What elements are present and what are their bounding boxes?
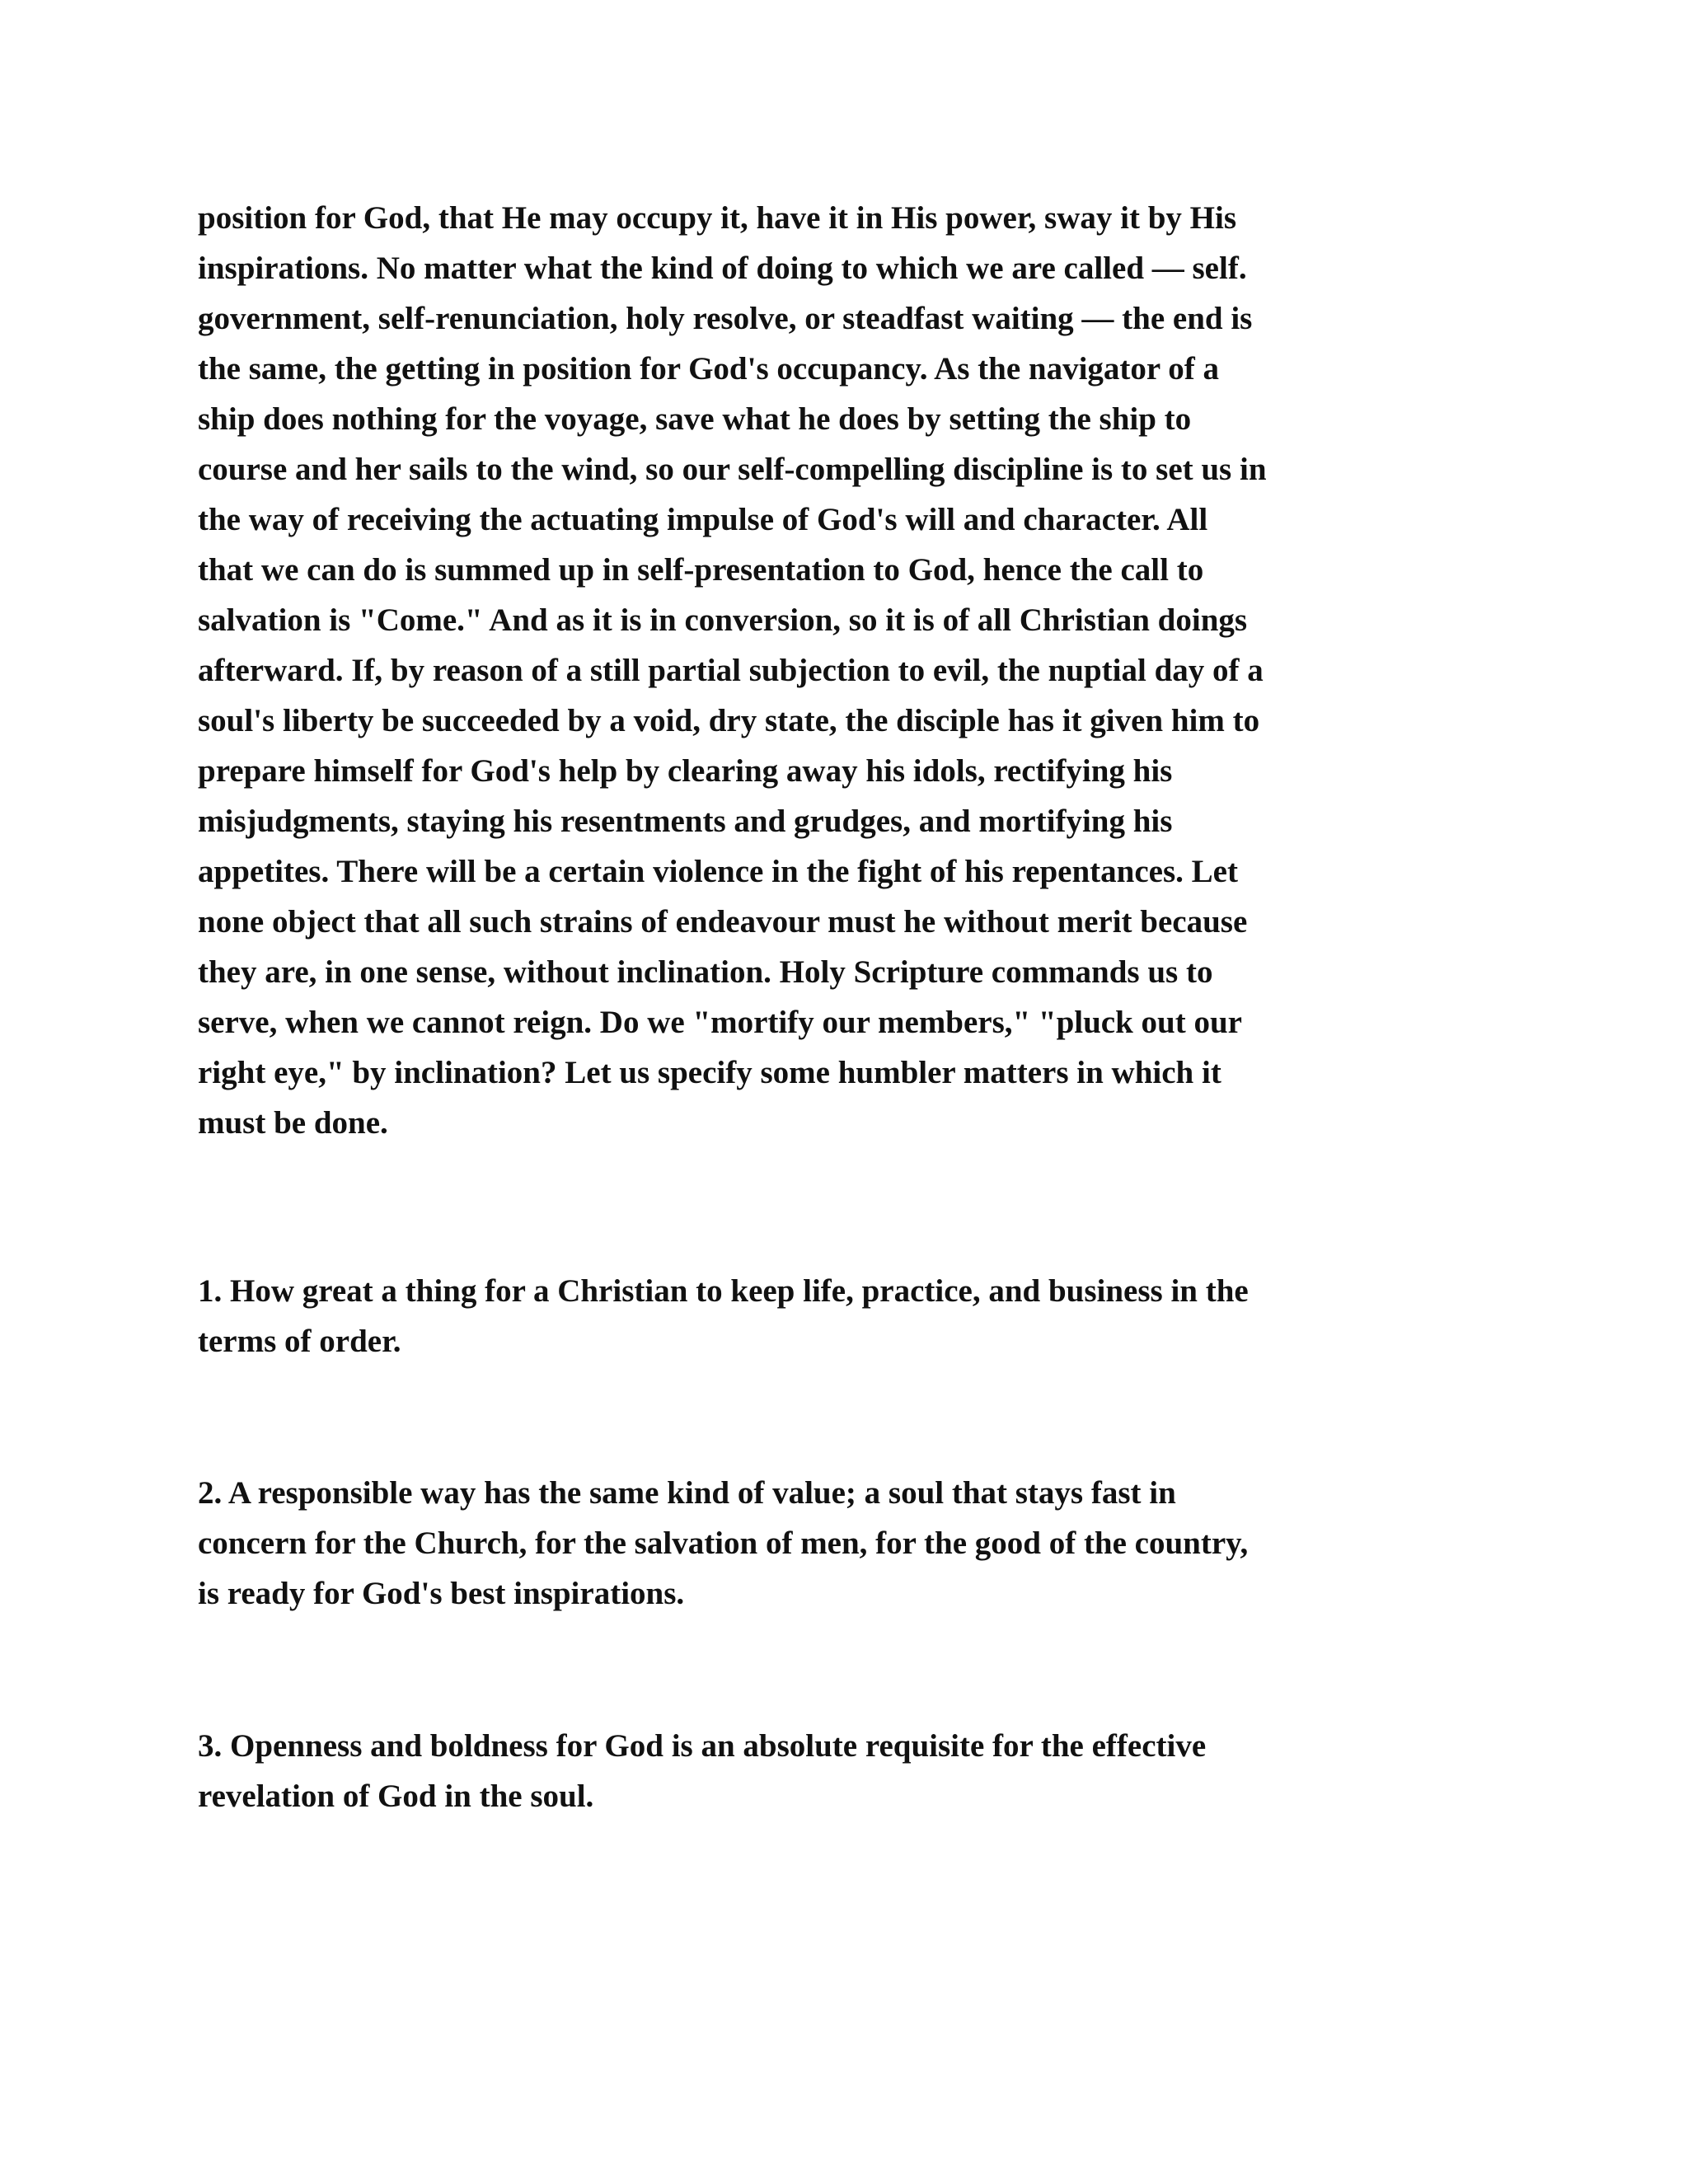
paragraph-line: inspirations. No matter what the kind of doing to which we are called — self.: [198, 251, 1247, 286]
paragraph-line: salvation is "Come." And as it is in conversion, so it is of all Christian doings: [198, 602, 1248, 638]
numbered-item-line: 2. A responsible way has the same kind of value; a soul that stays fast in: [198, 1475, 1176, 1511]
paragraph-line: appetites. There will be a certain violence in the fight of his repentances. Let: [198, 854, 1238, 889]
paragraph-line: they are, in one sense, without inclination. Holy Scripture commands us to: [198, 954, 1213, 990]
paragraph-line: serve, when we cannot reign. Do we "mortify our members," "pluck out our: [198, 1005, 1242, 1040]
paragraph-line: that we can do is summed up in self-presentation to God, hence the call to: [198, 552, 1204, 588]
main-paragraph: [198, 193, 1517, 1148]
numbered-item-line: 1. How great a thing for a Christian to keep life, practice, and business in the: [198, 1273, 1249, 1309]
paragraph-line: none object that all such strains of endeavour must he without merit because: [198, 904, 1248, 940]
paragraph-line: misjudgments, staying his resentments and grudges, and mortifying his: [198, 804, 1173, 839]
paragraph-line: afterward. If, by reason of a still partial subjection to evil, the nuptial day of a: [198, 653, 1264, 688]
paragraph-line: the same, the getting in position for God's occupancy. As the navigator of a: [198, 351, 1220, 387]
paragraph-line: course and her sails to the wind, so our self-compelling discipline is to set us in: [198, 452, 1267, 487]
paragraph-line: soul's liberty be succeeded by a void, dry state, the disciple has it given him to: [198, 703, 1260, 738]
paragraph-line: government, self-renunciation, holy resolve, or steadfast waiting — the end is: [198, 301, 1253, 336]
paragraph-line: prepare himself for God's help by clearing away his idols, rectifying his: [198, 753, 1173, 789]
numbered-item-2: [198, 1468, 1517, 1619]
numbered-item-1: [198, 1266, 1517, 1366]
paragraph-line: right eye," by inclination? Let us specify some humbler matters in which it: [198, 1055, 1221, 1090]
paragraph-line: ship does nothing for the voyage, save what he does by setting the ship to: [198, 401, 1192, 437]
numbered-item-line: revelation of God in the soul.: [198, 1779, 594, 1814]
numbered-item-line: concern for the Church, for the salvation of men, for the good of the country,: [198, 1526, 1249, 1561]
paragraph-line: the way of receiving the actuating impulse of God's will and character. All: [198, 502, 1208, 537]
numbered-item-line: 3. Openness and boldness for God is an absolute requisite for the effective: [198, 1728, 1207, 1764]
numbered-item-line: terms of order.: [198, 1324, 401, 1359]
paragraph-line: must be done.: [198, 1105, 388, 1141]
numbered-item-3: [198, 1721, 1517, 1821]
numbered-item-line: is ready for God's best inspirations.: [198, 1576, 685, 1611]
paragraph-line: position for God, that He may occupy it, have it in His power, sway it by His: [198, 200, 1236, 236]
